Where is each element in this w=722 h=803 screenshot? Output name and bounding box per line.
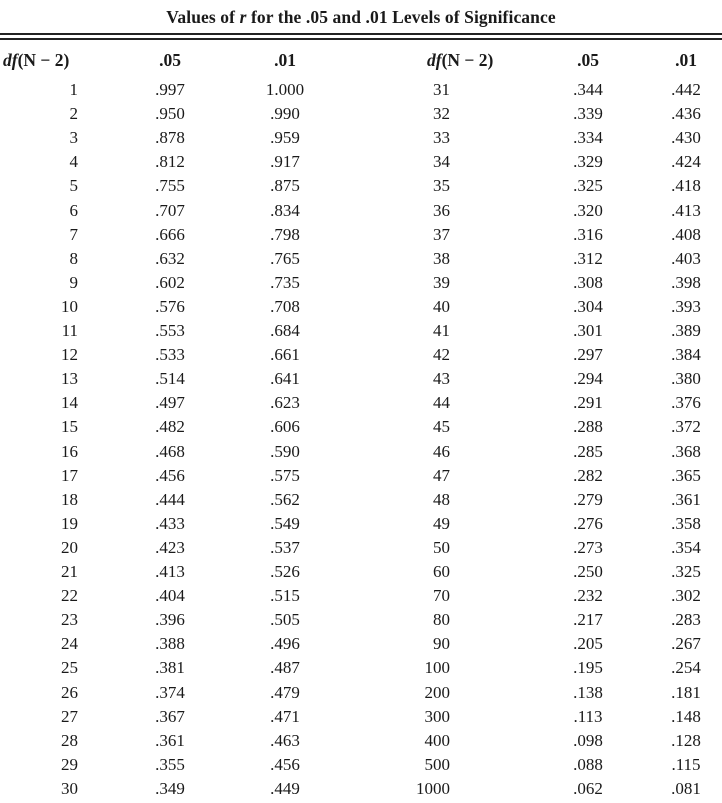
p05-cell: .301 <box>573 321 603 340</box>
p05-cell: .316 <box>573 224 603 244</box>
p01-cell: .354 <box>671 537 701 557</box>
p01-cell: .393 <box>671 296 701 316</box>
p01-cell: .623 <box>270 393 300 413</box>
p01-cell: .479 <box>270 682 300 702</box>
p01-cell: .267 <box>671 634 701 654</box>
p01-cell: .442 <box>671 80 701 99</box>
p01-cell: .990 <box>270 104 300 124</box>
df-cell: 16 <box>61 441 78 461</box>
table-row <box>0 321 722 345</box>
df-cell: 34 <box>433 152 450 172</box>
table-row <box>0 755 722 779</box>
p01-cell: .408 <box>671 224 701 244</box>
df-cell: 20 <box>61 537 78 557</box>
p05-cell: .325 <box>573 176 603 196</box>
df-cell: 3 <box>69 128 78 148</box>
df-cell: 28 <box>61 730 78 750</box>
p01-cell: .575 <box>270 465 300 485</box>
p05-cell: .205 <box>573 634 603 654</box>
table-row <box>0 610 722 634</box>
df-cell: 46 <box>433 441 450 461</box>
p01-cell: .834 <box>270 200 300 220</box>
p05-cell: .291 <box>573 393 603 413</box>
p05-cell: .997 <box>155 80 185 99</box>
header-p01-right: .01 <box>675 50 697 70</box>
df-cell: 500 <box>424 754 450 774</box>
p05-cell: .279 <box>573 489 603 509</box>
p01-cell: .413 <box>671 200 701 220</box>
p05-cell: .217 <box>573 610 603 630</box>
df-cell: 37 <box>433 224 450 244</box>
df-cell: 22 <box>61 586 78 606</box>
p05-cell: .361 <box>155 730 185 750</box>
header-df-left <box>3 50 69 71</box>
p05-cell: .195 <box>573 658 603 678</box>
p05-cell: .878 <box>155 128 185 148</box>
p01-cell: .641 <box>270 369 300 389</box>
table-row <box>0 634 722 658</box>
p01-cell: .254 <box>671 658 701 678</box>
p05-cell: .098 <box>573 730 603 750</box>
p05-cell: .381 <box>155 658 185 678</box>
table-row <box>0 152 722 176</box>
df-cell: 4 <box>69 152 78 172</box>
df-cell: 100 <box>424 658 450 678</box>
p01-cell: .471 <box>270 706 300 726</box>
p01-cell: .959 <box>270 128 300 148</box>
table-row <box>0 225 722 249</box>
p05-cell: .113 <box>573 706 603 726</box>
df-cell: 29 <box>61 754 78 774</box>
p05-cell: .374 <box>155 682 185 702</box>
p01-cell: .376 <box>671 393 701 413</box>
title-text-before: Values of <box>166 7 240 27</box>
p01-cell: .765 <box>270 248 300 268</box>
table-row <box>0 273 722 297</box>
df-cell: 7 <box>69 224 78 244</box>
table-row <box>0 707 722 731</box>
p01-cell: .917 <box>270 152 300 172</box>
p05-cell: .344 <box>573 80 603 99</box>
table-row <box>0 658 722 682</box>
df-cell: 44 <box>433 393 450 413</box>
p05-cell: .576 <box>155 296 185 316</box>
header-df-prefix: df <box>427 50 442 70</box>
header-rule-bottom <box>0 38 722 40</box>
p01-cell: .358 <box>671 513 701 533</box>
table-row <box>0 417 722 441</box>
df-cell: 27 <box>61 706 78 726</box>
df-cell: 10 <box>61 296 78 316</box>
df-cell: 15 <box>61 417 78 437</box>
table-row <box>0 442 722 466</box>
p01-cell: .372 <box>671 417 701 437</box>
df-cell: 18 <box>61 489 78 509</box>
table-row <box>0 104 722 128</box>
table-row <box>0 201 722 225</box>
df-cell: 5 <box>69 176 78 196</box>
p05-cell: .632 <box>155 248 185 268</box>
p01-cell: .283 <box>671 610 701 630</box>
p01-cell: .449 <box>270 778 300 798</box>
df-cell: 90 <box>433 634 450 654</box>
p05-cell: .304 <box>573 296 603 316</box>
p01-cell: .456 <box>270 754 300 774</box>
p05-cell: .666 <box>155 224 185 244</box>
df-cell: 300 <box>424 706 450 726</box>
p05-cell: .339 <box>573 104 603 124</box>
df-cell: 2 <box>69 104 78 124</box>
table-row <box>0 514 722 538</box>
table-row <box>0 128 722 152</box>
df-cell: 11 <box>61 321 78 340</box>
p05-cell: .288 <box>573 417 603 437</box>
header-df-suffix: (N − 2) <box>441 50 494 70</box>
p05-cell: .433 <box>155 513 185 533</box>
table-row <box>0 466 722 490</box>
p01-cell: .115 <box>671 754 701 774</box>
p05-cell: .320 <box>573 200 603 220</box>
p05-cell: .444 <box>155 489 185 509</box>
p05-cell: .367 <box>155 706 185 726</box>
p05-cell: .497 <box>155 393 185 413</box>
p01-cell: .418 <box>671 176 701 196</box>
header-p05-right: .05 <box>577 50 599 70</box>
p05-cell: .062 <box>573 778 603 798</box>
header-df-prefix: df <box>3 50 18 70</box>
header-p01-left: .01 <box>274 50 296 70</box>
p05-cell: .950 <box>155 104 185 124</box>
df-cell: 32 <box>433 104 450 124</box>
p01-cell: 1.000 <box>265 80 305 99</box>
p01-cell: .398 <box>671 272 701 292</box>
p01-cell: .302 <box>671 586 701 606</box>
table-row <box>0 345 722 369</box>
p01-cell: .708 <box>270 296 300 316</box>
p01-cell: .389 <box>671 321 701 340</box>
p01-cell: .380 <box>671 369 701 389</box>
df-cell: 43 <box>433 369 450 389</box>
p05-cell: .423 <box>155 537 185 557</box>
p01-cell: .798 <box>270 224 300 244</box>
df-cell: 36 <box>433 200 450 220</box>
p01-cell: .424 <box>671 152 701 172</box>
p01-cell: .562 <box>270 489 300 509</box>
table-row <box>0 538 722 562</box>
df-cell: 39 <box>433 272 450 292</box>
df-cell: 47 <box>433 465 450 485</box>
table-row <box>0 80 722 104</box>
df-cell: 23 <box>61 610 78 630</box>
header-df-right <box>427 50 493 71</box>
df-cell: 1 <box>69 80 78 99</box>
p05-cell: .250 <box>573 562 603 581</box>
table-title <box>0 7 722 28</box>
p05-cell: .482 <box>155 417 185 437</box>
p05-cell: .707 <box>155 200 185 220</box>
df-cell: 12 <box>61 345 78 365</box>
p01-cell: .505 <box>270 610 300 630</box>
df-cell: 1000 <box>416 778 450 798</box>
df-cell: 13 <box>61 369 78 389</box>
p05-cell: .456 <box>155 465 185 485</box>
p05-cell: .413 <box>155 562 185 581</box>
p05-cell: .285 <box>573 441 603 461</box>
p01-cell: .487 <box>270 658 300 678</box>
df-cell: 60 <box>433 562 450 581</box>
df-cell: 49 <box>433 513 450 533</box>
p01-cell: .325 <box>671 562 701 581</box>
p05-cell: .533 <box>155 345 185 365</box>
table-row <box>0 683 722 707</box>
p05-cell: .602 <box>155 272 185 292</box>
p01-cell: .128 <box>671 730 701 750</box>
df-cell: 42 <box>433 345 450 365</box>
p05-cell: .232 <box>573 586 603 606</box>
header-p05-left: .05 <box>159 50 181 70</box>
table-row <box>0 369 722 393</box>
df-cell: 25 <box>61 658 78 678</box>
table-row <box>0 731 722 755</box>
table-row <box>0 249 722 273</box>
p01-cell: .606 <box>270 417 300 437</box>
p05-cell: .514 <box>155 369 185 389</box>
p01-cell: .368 <box>671 441 701 461</box>
df-cell: 38 <box>433 248 450 268</box>
p05-cell: .088 <box>573 754 603 774</box>
df-cell: 50 <box>433 537 450 557</box>
p01-cell: .684 <box>270 321 300 340</box>
p05-cell: .349 <box>155 778 185 798</box>
p01-cell: .526 <box>270 562 300 581</box>
df-cell: 33 <box>433 128 450 148</box>
df-cell: 8 <box>69 248 78 268</box>
df-cell: 48 <box>433 489 450 509</box>
p05-cell: .334 <box>573 128 603 148</box>
p01-cell: .549 <box>270 513 300 533</box>
df-cell: 26 <box>61 682 78 702</box>
p01-cell: .403 <box>671 248 701 268</box>
df-cell: 41 <box>433 321 450 340</box>
p01-cell: .735 <box>270 272 300 292</box>
p01-cell: .537 <box>270 537 300 557</box>
table-row <box>0 393 722 417</box>
p01-cell: .430 <box>671 128 701 148</box>
header-rule-top <box>0 33 722 35</box>
p05-cell: .138 <box>573 682 603 702</box>
p05-cell: .329 <box>573 152 603 172</box>
p01-cell: .590 <box>270 441 300 461</box>
p01-cell: .148 <box>671 706 701 726</box>
table-row <box>0 297 722 321</box>
title-text-after: for the .05 and .01 Levels of Significance <box>246 7 556 27</box>
table-row <box>0 176 722 200</box>
df-cell: 19 <box>61 513 78 533</box>
p05-cell: .388 <box>155 634 185 654</box>
table-row <box>0 779 722 803</box>
title-variable: r <box>239 7 247 27</box>
p05-cell: .312 <box>573 248 603 268</box>
p05-cell: .282 <box>573 465 603 485</box>
df-cell: 31 <box>433 80 450 99</box>
p05-cell: .755 <box>155 176 185 196</box>
p05-cell: .355 <box>155 754 185 774</box>
df-cell: 40 <box>433 296 450 316</box>
p05-cell: .404 <box>155 586 185 606</box>
p05-cell: .294 <box>573 369 603 389</box>
df-cell: 21 <box>61 562 78 581</box>
df-cell: 45 <box>433 417 450 437</box>
df-cell: 70 <box>433 586 450 606</box>
table-row <box>0 490 722 514</box>
p05-cell: .553 <box>155 321 185 340</box>
p01-cell: .181 <box>671 682 701 702</box>
p01-cell: .081 <box>671 778 701 798</box>
p01-cell: .361 <box>671 489 701 509</box>
p05-cell: .812 <box>155 152 185 172</box>
df-cell: 17 <box>61 465 78 485</box>
p05-cell: .276 <box>573 513 603 533</box>
df-cell: 200 <box>424 682 450 702</box>
df-cell: 80 <box>433 610 450 630</box>
df-cell: 14 <box>61 393 78 413</box>
p01-cell: .384 <box>671 345 701 365</box>
p01-cell: .365 <box>671 465 701 485</box>
df-cell: 9 <box>69 272 78 292</box>
p05-cell: .273 <box>573 537 603 557</box>
p01-cell: .436 <box>671 104 701 124</box>
table-row <box>0 562 722 586</box>
df-cell: 30 <box>61 778 78 798</box>
df-cell: 6 <box>69 200 78 220</box>
df-cell: 35 <box>433 176 450 196</box>
p01-cell: .463 <box>270 730 300 750</box>
p05-cell: .396 <box>155 610 185 630</box>
header-df-suffix: (N − 2) <box>17 50 70 70</box>
p01-cell: .496 <box>270 634 300 654</box>
table-row <box>0 586 722 610</box>
p05-cell: .468 <box>155 441 185 461</box>
p05-cell: .297 <box>573 345 603 365</box>
p01-cell: .875 <box>270 176 300 196</box>
df-cell: 24 <box>61 634 78 654</box>
p01-cell: .661 <box>270 345 300 365</box>
df-cell: 400 <box>424 730 450 750</box>
p05-cell: .308 <box>573 272 603 292</box>
p01-cell: .515 <box>270 586 300 606</box>
